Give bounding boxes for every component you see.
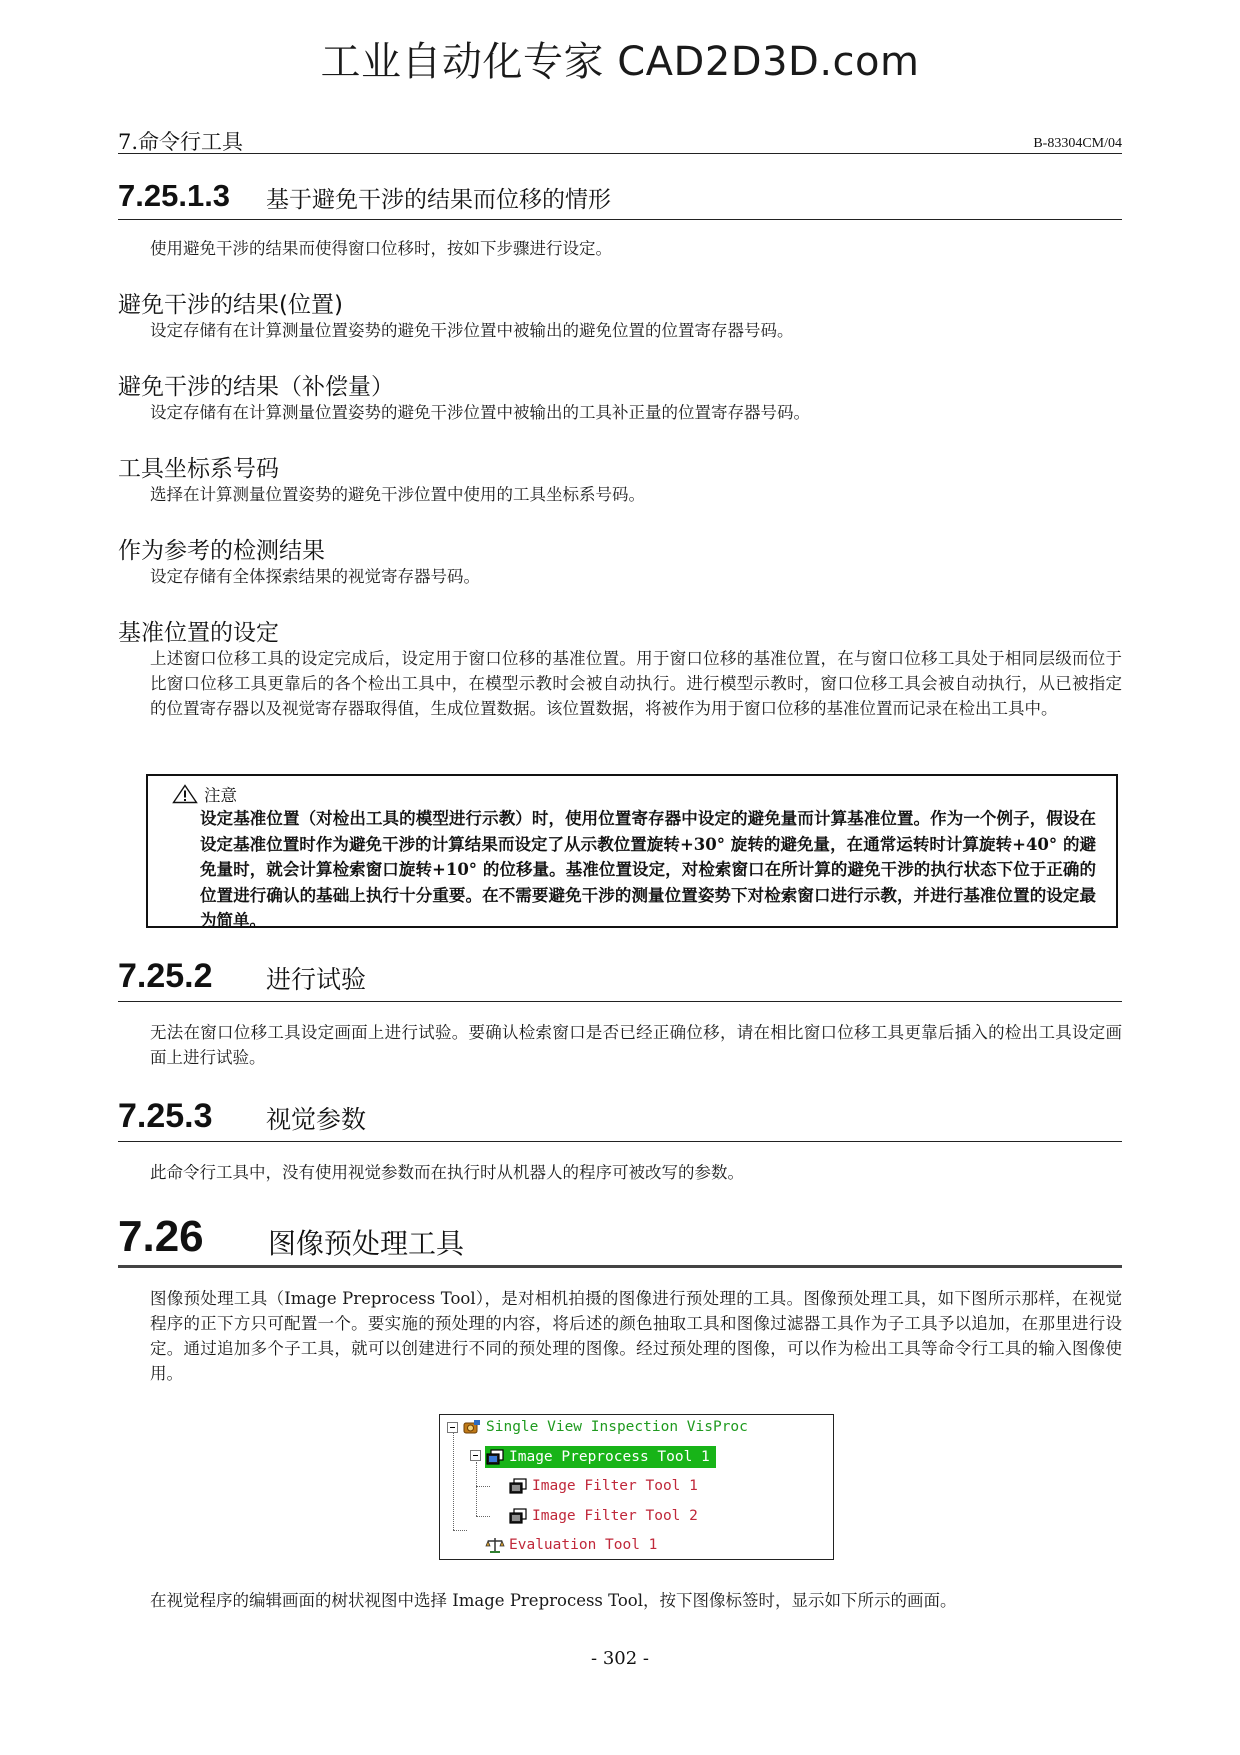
tree-node-vision-process[interactable] (462, 1416, 752, 1438)
page-number: - 302 - (591, 1648, 649, 1669)
section-text-7-26: 图像预处理工具（Image Preprocess Tool），是对相机拍摄的图像进行预处理的工具。图像预处理工具，如下图所示那样，在视觉程序的正下方只可配置一个。要实施的预处理的内容，将后述的颜色抽取工具和图像过滤器工具作为子工具予以追加，在那里进行设定。通过追加多个子工具，就可以创建进行不同的预处理的图像。经过预处理的图像，可以作为检出工具等命令行工具的输入图像使用。 (150, 1289, 1122, 1383)
tree-node-label: Evaluation Tool 1 (509, 1537, 658, 1553)
tree-node-label: Image Filter Tool 2 (532, 1508, 698, 1524)
section-title: 图像预处理工具 (268, 1227, 465, 1260)
item-heading-avoid-position: 避免干涉的结果(位置) (118, 292, 343, 318)
section-number: 7.25.2 (118, 957, 213, 995)
vision-process-icon (462, 1418, 482, 1436)
section-heading-7-25-2 (118, 950, 1122, 1002)
item-text-avoid-position: 设定存储有在计算测量位置姿势的避免干涉位置中被输出的避免位置的位置寄存器号码。 (150, 321, 794, 340)
image-stack-icon (485, 1448, 505, 1466)
section-number: 7.25.3 (118, 1097, 213, 1135)
section-heading-7-25-1-3 (118, 172, 1122, 220)
item-heading-reference-result: 作为参考的检测结果 (118, 538, 325, 564)
section-rule (118, 219, 1122, 220)
caution-label: 注意 (204, 786, 237, 805)
section-heading-7-25-3 (118, 1090, 1122, 1142)
tree-node-image-filter-tool-2[interactable] (508, 1505, 702, 1527)
tree-node-evaluation-tool[interactable] (485, 1534, 661, 1556)
section-number: 7.26 (118, 1212, 204, 1261)
tree-connector (476, 1516, 490, 1517)
item-heading-tool-frame: 工具坐标系号码 (118, 456, 279, 482)
section-title: 视觉参数 (266, 1105, 367, 1134)
header-divider (118, 153, 1122, 154)
tree-node-label: Image Preprocess Tool 1 (509, 1449, 710, 1465)
item-text-reference-result: 设定存储有全体探索结果的视觉寄存器号码。 (150, 567, 480, 586)
collapse-preprocess-toggle[interactable] (470, 1450, 481, 1461)
tree-node-label: Image Filter Tool 1 (532, 1478, 698, 1494)
running-header-chapter: 7.命令行工具 (118, 130, 244, 154)
item-text-avoid-offset: 设定存储有在计算测量位置姿势的避免干涉位置中被输出的工具补正量的位置寄存器号码。 (150, 403, 810, 422)
section-text-after-figure: 在视觉程序的编辑画面的树状视图中选择 Image Preprocess Tool，按下图像标签时，显示如下所示的画面。 (150, 1591, 957, 1610)
section-rule (118, 1001, 1122, 1002)
item-heading-reference-position: 基准位置的设定 (118, 620, 279, 646)
section-rule (118, 1141, 1122, 1142)
tree-connector (476, 1486, 490, 1487)
collapse-root-toggle[interactable] (447, 1422, 458, 1433)
caution-note-text: 设定基准位置（对检出工具的模型进行示教）时，使用位置寄存器中设定的避免量而计算基准位置。作为一个例子，假设在设定基准位置时作为避免干涉的计算结果而设定了从示教位置旋转+30° 旋转的避免量，在通常运转时计算旋转+40° 的避免量时，就会计算检索窗口旋转+10° 的位移量。基准位置设定，对检索窗口在所计算的避免干涉的执行状态下位于正确的位置进行确认的基础上执行十分重要。在不需要避免干涉的测量位置姿势下对检索窗口进行示教，并进行基准位置的设定最为简单。 (200, 809, 1096, 930)
image-filter-icon (508, 1477, 528, 1495)
image-filter-icon (508, 1507, 528, 1525)
vision-process-tree-view (439, 1414, 834, 1560)
evaluation-scale-icon (485, 1536, 505, 1554)
warning-triangle-icon (172, 784, 198, 804)
section-heading-7-26 (118, 1206, 1122, 1268)
section-rule (118, 1265, 1122, 1268)
item-text-tool-frame: 选择在计算测量位置姿势的避免干涉位置中使用的工具坐标系号码。 (150, 485, 645, 504)
tree-node-image-preprocess-tool-selected[interactable] (485, 1446, 716, 1468)
section-title: 进行试验 (266, 965, 367, 994)
caution-note-box (146, 774, 1118, 928)
section-intro: 使用避免干涉的结果而使得窗口位移时，按如下步骤进行设定。 (150, 239, 612, 258)
running-header-doc-id: B-83304CM/04 (1033, 136, 1122, 151)
tree-node-image-filter-tool-1[interactable] (508, 1475, 702, 1497)
tree-node-label: Single View Inspection VisProc (486, 1419, 748, 1435)
section-text-7-25-3: 此命令行工具中，没有使用视觉参数而在执行时从机器人的程序可被改写的参数。 (150, 1163, 744, 1182)
tree-connector (453, 1530, 467, 1531)
section-number: 7.25.1.3 (118, 178, 231, 213)
tree-connector (476, 1462, 477, 1516)
watermark-title: 工业自动化专家 CAD2D3D.com (320, 39, 920, 85)
section-text-7-25-2: 无法在窗口位移工具设定画面上进行试验。要确认检索窗口是否已经正确位移，请在相比窗口位移工具更靠后插入的检出工具设定画面上进行试验。 (150, 1023, 1122, 1067)
tree-connector (453, 1432, 454, 1530)
section-title: 基于避免干涉的结果而位移的情形 (266, 187, 611, 213)
caution-note-title (172, 782, 237, 806)
item-text-reference-position: 上述窗口位移工具的设定完成后，设定用于窗口位移的基准位置。用于窗口位移的基准位置，在与窗口位移工具处于相同层级而位于比窗口位移工具更靠后的各个检出工具中，在模型示教时会被自动执行。进行模型示教时，窗口位移工具会被自动执行，从已被指定的位置寄存器以及视觉寄存器取得值，生成位置数据。该位置数据，将被作为用于窗口位移的基准位置而记录在检出工具中。 (150, 649, 1122, 718)
item-heading-avoid-offset: 避免干涉的结果（补偿量） (118, 374, 394, 400)
